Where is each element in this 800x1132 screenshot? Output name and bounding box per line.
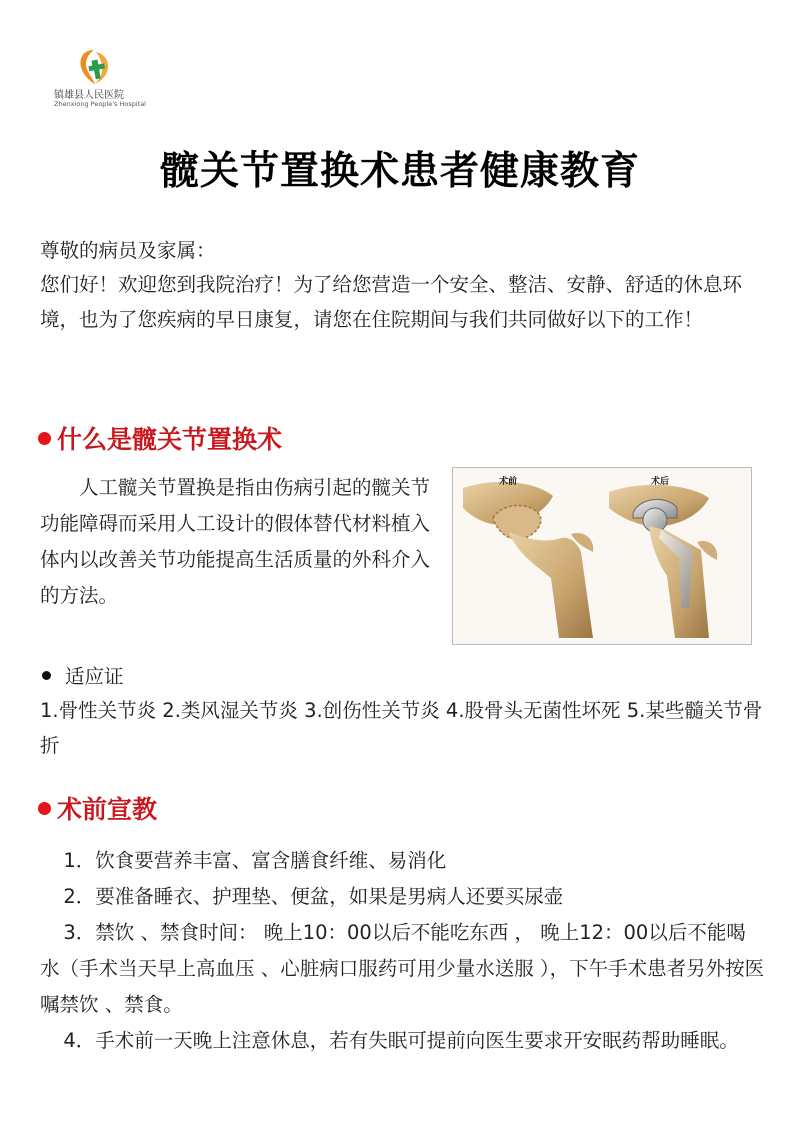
hospital-name-en: Zhenxiong People's Hospital: [54, 100, 146, 108]
preop-item-3: 3．禁饮 、禁食时间： 晚上10：00以后不能吃东西 ， 晚上12：00以后不能喝水（手术当天早上高血压 、心脏病口服药可用少量水送服 ），下午手术患者另外按医嘱禁饮 、禁食。: [40, 921, 765, 1016]
hip-bones-image: [453, 468, 751, 644]
indications-list: 1.骨性关节炎 2.类风湿关节炎 3.创伤性关节炎 4.股骨头无菌性坏死 5.某些髓关节骨折: [40, 699, 763, 757]
figure-label-after: 术后: [651, 477, 670, 487]
section-heading-text: 术前宣教: [57, 795, 158, 824]
intro-paragraph: 您们好！欢迎您到我院治疗！为了给您营造一个安全、整洁、安静、舒适的休息环境，也为了您疾病的早日康复，请您在住院期间与我们共同做好以下的工作！: [40, 273, 743, 331]
figure-label-before: 术前: [499, 477, 518, 487]
section-heading-what-is: [38, 420, 282, 456]
hospital-name-cn: 镇雄县人民医院: [54, 90, 124, 101]
indications-label: 适应证: [65, 665, 124, 688]
hip-replacement-illustration: [452, 467, 752, 645]
hospital-logo: [52, 44, 172, 114]
definition-paragraph: 人工髋关节置换是指由伤病引起的髋关节功能障碍而采用人工设计的假体替代材料植入体内以改善关节功能提高生活质量的外科介入的方法。: [40, 476, 431, 607]
preop-item-4: 4．手术前一天晚上注意休息，若有失眠可提前向医生要求开安眠药帮助睡眠。: [63, 1029, 739, 1052]
black-bullet-icon: [42, 671, 51, 680]
page-title: 髋关节置换术患者健康教育: [159, 148, 640, 194]
preop-item-1: 1．饮食要营养丰富、富含膳食纤维、易消化: [63, 849, 447, 872]
indications-label-row: [40, 660, 765, 695]
hospital-emblem-icon: [74, 46, 116, 86]
red-bullet-icon: [38, 802, 51, 815]
section-heading-preop: [38, 790, 157, 826]
section-heading-text: 什么是髋关节置换术: [57, 425, 283, 454]
preop-item-2: 2．要准备睡衣、护理垫、便盆，如果是男病人还要买尿壶: [63, 885, 564, 908]
greeting: 尊敬的病员及家属：: [40, 239, 216, 262]
red-bullet-icon: [38, 432, 51, 445]
